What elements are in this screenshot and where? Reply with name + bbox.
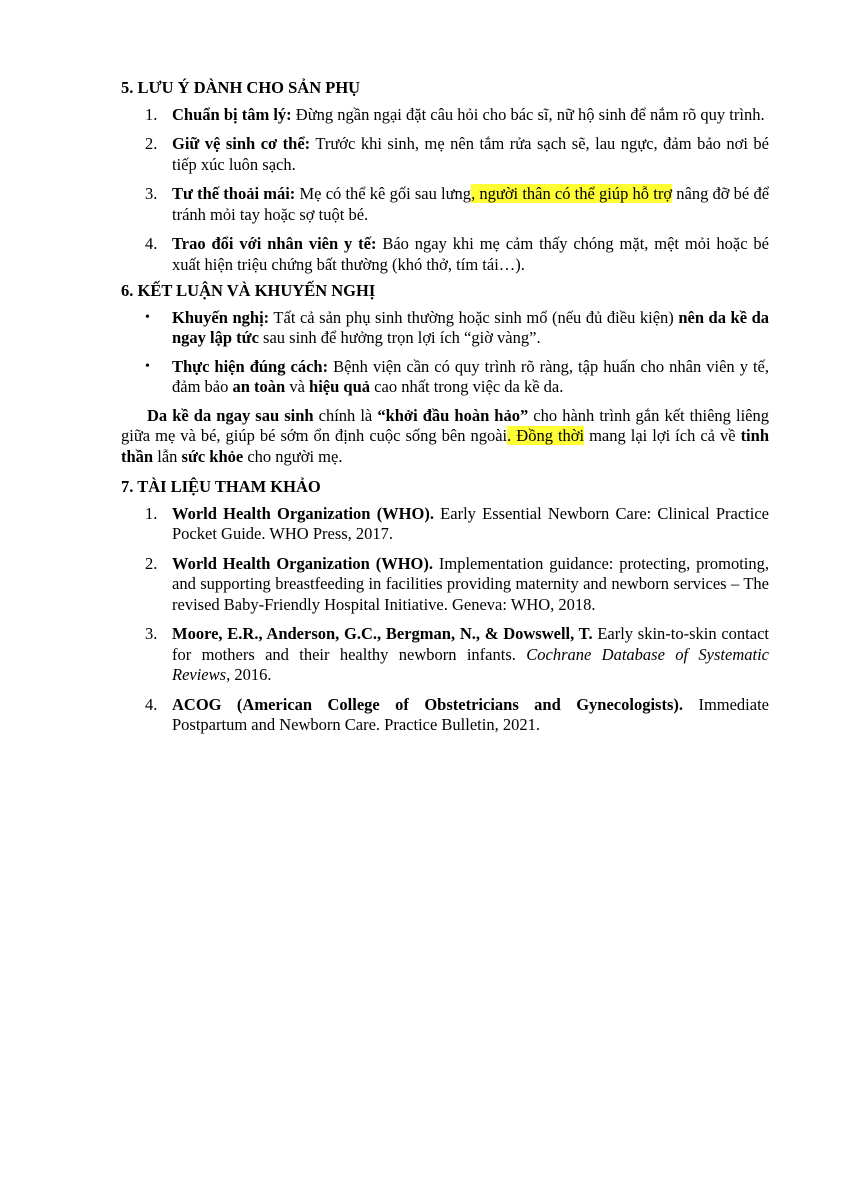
text-run: cho hành trình gắn kết thiêng liêng giữa mẹ và bé, giúp bé sớm ổn định cuộc sống bên ngoài — [121, 405, 769, 445]
bold-text: sức khỏe — [181, 446, 244, 466]
text-run: mang lại lợi ích cả về — [584, 426, 741, 445]
reference-item — [121, 695, 769, 736]
bold-text: Da kề da ngay sau sinh — [147, 405, 314, 425]
reference-journal: Cochrane Database of Systematic Reviews — [172, 644, 769, 684]
list-item — [121, 134, 769, 175]
list-item — [121, 357, 769, 398]
section5-list — [121, 105, 769, 276]
list-number: 4. — [145, 234, 158, 253]
item-text: nâng đỡ bé để tránh mỏi tay hoặc sợ tuột bé. — [172, 184, 770, 224]
reference-text: Implementation guidance: protecting, promoting, and supporting breastfeeding in facilities providing maternity and newborn services – The revised Baby-Friendly Hospital Initiative. Geneva: WHO, 2018. — [172, 553, 769, 614]
reference-item — [121, 624, 769, 686]
section6-list — [121, 308, 769, 398]
reference-item — [121, 504, 769, 545]
list-item — [121, 105, 769, 126]
item-text: Tất cả sản phụ sinh thường hoặc sinh mổ (nếu đủ điều kiện) — [269, 307, 679, 327]
item-label: Thực hiện đúng cách: — [172, 356, 329, 376]
item-bold-text: an toàn — [232, 377, 286, 396]
reference-item — [121, 554, 769, 616]
reference-text: Immediate Postpartum and Newborn Care. Practice Bulletin, 2021. — [172, 694, 770, 734]
text-run: lẫn — [153, 446, 182, 466]
references-list — [121, 504, 769, 736]
highlighted-text: , người thân có thể giúp hỗ trợ — [471, 184, 673, 203]
item-text: Mẹ có thể kê gối sau lưng — [295, 184, 472, 203]
item-label: Trao đổi với nhân viên y tế: — [172, 234, 377, 253]
item-text: Đừng ngần ngại đặt câu hỏi cho bác sĩ, nữ hộ sinh để nắm rõ quy trình. — [291, 104, 765, 124]
item-label: Giữ vệ sinh cơ thể: — [172, 134, 311, 153]
item-text: Bệnh viện cần có quy trình rõ ràng, tập huấn cho nhân viên y tế, đảm bảo — [172, 356, 769, 396]
list-number: 4. — [145, 694, 158, 714]
item-bold-text: nên da kề da ngay lập tức — [172, 307, 770, 347]
reference-author: World Health Organization (WHO). — [172, 503, 434, 523]
bullet-icon: • — [145, 358, 150, 374]
bullet-icon: • — [145, 309, 150, 325]
conclusion-paragraph — [121, 406, 769, 468]
item-text: sau sinh để hưởng trọn lợi ích “giờ vàng”. — [258, 328, 541, 347]
item-label: Chuẩn bị tâm lý: — [172, 104, 292, 124]
text-run: chính là — [313, 405, 378, 425]
reference-author: Moore, E.R., Anderson, G.C., Bergman, N., & Dowswell, T. — [172, 624, 593, 643]
item-text: cao nhất trong việc da kề da. — [370, 377, 564, 396]
item-bold-text: hiệu quả — [309, 377, 371, 396]
item-text: và — [285, 377, 310, 396]
list-number: 3. — [145, 624, 158, 643]
reference-author: World Health Organization (WHO). — [172, 553, 433, 573]
list-item — [121, 234, 769, 275]
item-label: Tư thế thoải mái: — [172, 184, 296, 203]
list-number: 1. — [145, 503, 158, 523]
list-number: 2. — [145, 553, 158, 573]
text-run: cho người mẹ. — [243, 446, 343, 466]
reference-text: Early Essential Newborn Care: Clinical Practice Pocket Guide. WHO Press, 2017. — [172, 503, 769, 543]
item-label: Khuyến nghị: — [172, 307, 270, 327]
bold-text: tinh thần — [121, 426, 769, 466]
highlighted-text: . Đồng thời — [507, 426, 585, 445]
list-number: 2. — [145, 134, 158, 153]
reference-text: Early skin-to-skin contact for mothers and their healthy newborn infants. — [172, 624, 769, 664]
page-content — [121, 78, 769, 745]
section7-heading: 7. TÀI LIỆU THAM KHẢO — [121, 477, 321, 496]
item-text: Báo ngay khi mẹ cảm thấy chóng mặt, mệt mỏi hoặc bé xuất hiện triệu chứng bất thường (khó thở, tím tái…). — [172, 234, 770, 274]
section5-heading: 5. LƯU Ý DÀNH CHO SẢN PHỤ — [121, 78, 361, 97]
reference-text: , 2016. — [226, 665, 272, 684]
reference-author: ACOG (American College of Obstetricians and Gynecologists). — [172, 694, 684, 714]
list-number: 1. — [145, 104, 158, 124]
list-item — [121, 308, 769, 349]
list-number: 3. — [145, 184, 158, 203]
bold-text: “khởi đầu hoàn hảo” — [377, 405, 529, 425]
list-item — [121, 184, 769, 225]
section6-heading: 6. KẾT LUẬN VÀ KHUYẾN NGHỊ — [121, 281, 376, 300]
item-text: Trước khi sinh, mẹ nên tắm rửa sạch sẽ, lau ngực, đảm bảo nơi bé tiếp xúc luôn sạch. — [172, 134, 769, 174]
